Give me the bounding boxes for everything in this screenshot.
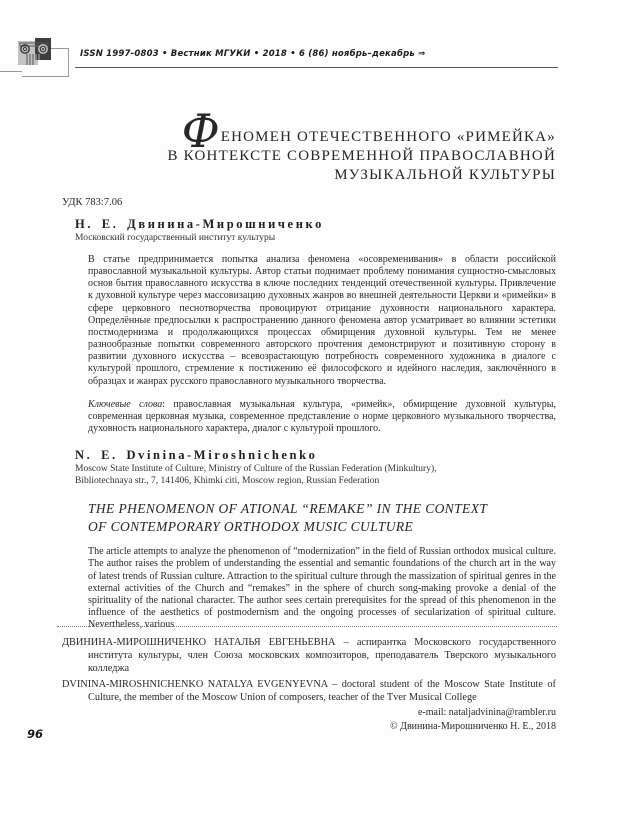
journal-header-line: ISSN 1997-0803 • Вестник МГУКИ • 2018 • 6 (86) ноябрь–декабрь ⇒ — [80, 49, 426, 59]
keywords-ru — [88, 399, 556, 435]
article-title-ru — [62, 104, 556, 185]
author-bios — [62, 636, 556, 733]
title-drop-initial: Ф — [181, 104, 220, 158]
udc-code: УДК 783:7.06 — [62, 197, 123, 208]
author-affiliation-en-line2: Bibliotechnaya str., 7, 141406, Khimki citi, Moscow region, Russian Federation — [75, 476, 380, 487]
title-en-line2: OF CONTEMPORARY ORTHODOX MUSIC CULTURE — [88, 519, 414, 535]
author-email: e-mail: nataljadvinina@rambler.ru — [417, 707, 556, 719]
contact-block — [62, 706, 556, 733]
title-en-line1: THE PHENOMENON OF ATIONAL “REMAKE” IN THE CONTEXT — [88, 501, 488, 517]
page-number: 96 — [27, 727, 44, 741]
dotted-separator — [57, 626, 557, 627]
author-affiliation-ru: Московский государственный институт культуры — [75, 233, 276, 243]
page-edge-line — [0, 71, 22, 72]
title-ru-line1-text: ЕНОМЕН ОТЕЧЕСТВЕННОГО «РИМЕЙКА» — [220, 129, 556, 145]
abstract-ru: В статье предпринимается попытка анализа феномена «осовременивания» в области российской православной музыкальной культуры. Автор статьи поднимает проблему понимания сущностно-смысловых основ бытия православного искусства в ключе последних тенденций отечественной культуры. Привлечение к духовной культуре через массовизацию духовных жанров во внешней деятельности Церкви и «римейки» в сфере церковного песнотворчества провоцируют отрицание духовности национального характера. Определённые предпосылки к распространению данного феномена автор усматривает во влиянии эстетики постмодернизма и продолжающихся процессах обмирщения духовной культуры. Тем не менее разнообразные попытки современного авторского прочтения демонстрируют и позитивную сторону в развитии духовного искусства – всевозрастающую потребность современного художника в диалоге с культурой прошлого, стремление к постижению её философского и идейного наследия, заключённого в образцах и жанрах русского православного музыкального творчества. — [88, 254, 556, 387]
author-bio-en: DVININA-MIROSHNICHENKO NATALYA EVGENYEVNA – doctoral student of the Moscow State Institute of Culture, the member of the Moscow Union of composers, teacher of the Tver Musical College — [62, 678, 556, 703]
journal-logo — [18, 38, 51, 65]
title-ru-line3: МУЗЫКАЛЬНОЙ КУЛЬТУРЫ — [334, 167, 556, 183]
article-content — [62, 68, 556, 631]
abstract-en: The article attempts to analyze the phenomenon of “modernization” in the field of Russian orthodox musical culture. The author raises the problem of understanding the essential and semantic foundations of the church art in the way of latest trends of Russian culture. Attraction to the spiritual culture through the massization of spiritual genres in the external activities of the Church and “remakes” in the sphere of church song-making provoke a denial of the spirituality of the national character. The author sees certain prerequisites for the spread of this phenomenon in the influence of the aesthetics of postmodernism and the ongoing processes of secularization of spiritual culture. Nevertheless, various — [88, 546, 556, 631]
ionic-column-icon — [18, 38, 51, 65]
author-bio-ru: ДВИНИНА-МИРОШНИЧЕНКО НАТАЛЬЯ ЕВГЕНЬЕВНА – аспирантка Московского государственного института культуры, член Союза московских композиторов, преподаватель Тверского музыкального колледжа — [62, 637, 556, 675]
author-name-en: N. E. Dvinina-Miroshnichenko — [75, 448, 318, 463]
keywords-text: : православная музыкальная культура, «римейк», обмирщение духовной культуры, современная церковная музыка, современное представление о норме церковного музыкального творчества, духовность национального характера, диалог с культурой прошлого. — [88, 398, 557, 435]
article-title-en — [88, 500, 556, 536]
copyright-line: © Двинина-Мирошниченко Н. Е., 2018 — [390, 720, 556, 732]
title-ru-line2: В КОНТЕКСТЕ СОВРЕМЕННОЙ ПРАВОСЛАВНОЙ — [167, 148, 556, 164]
author-affiliation-en-line1: Moscow State Institute of Culture, Ministry of Culture of the Russian Federation (Minkultury), — [75, 464, 437, 475]
keywords-label: Ключевые слова — [88, 398, 163, 410]
author-name-ru: Н. Е. Двинина-Мирошниченко — [75, 217, 324, 231]
